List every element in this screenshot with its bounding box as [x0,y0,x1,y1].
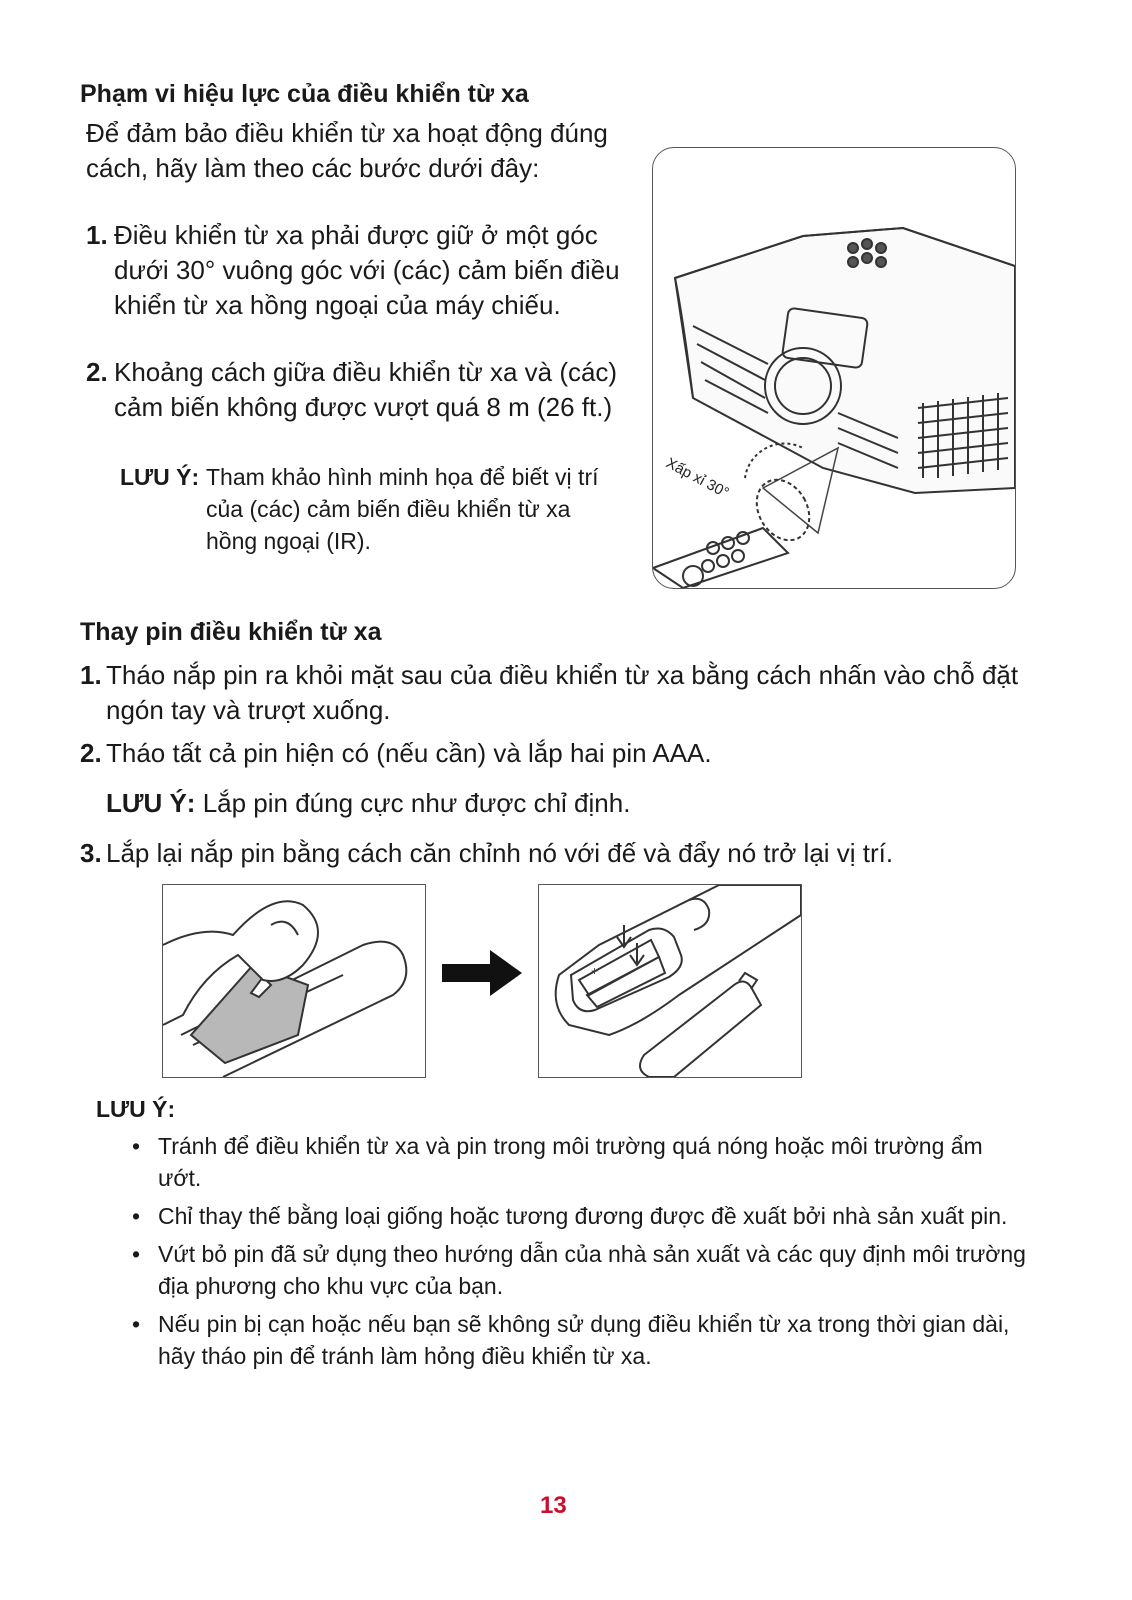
page-number: 13 [540,1492,567,1519]
step-text: Lắp lại nắp pin bằng cách căn chỉnh nó với đế và đẩy nó trở lại vị trí. [106,838,894,868]
hand-removing-cover-illustration [163,885,425,1077]
angle-label: Xấp xỉ 30° [663,454,732,502]
batteries-in-remote-illustration [539,885,801,1077]
step-text: Điều khiển từ xa phải được giữ ở một góc dưới 30° vuông góc với (các) cảm biến điều khiển từ xa hồng ngoại của máy chiếu. [114,220,620,320]
polarity-mark: + [591,964,599,978]
note-label: LƯU Ý: [120,464,200,490]
list-item: • Chỉ thay thế bằng loại giống hoặc tương đương được đề xuất bởi nhà sản xuất pin. [128,1200,1028,1232]
battery-step-2 [80,736,1040,771]
section-title-battery: Thay pin điều khiển từ xa [80,618,382,646]
range-step-2 [86,355,626,425]
notes-list [128,1130,1028,1378]
step-text: Tháo nắp pin ra khỏi mặt sau của điều khiển từ xa bằng cách nhấn vào chỗ đặt ngón tay và trượt xuống. [106,660,1019,725]
projector-range-figure [652,147,1016,589]
step-text: Tháo tất cả pin hiện có (nếu cần) và lắp hai pin AAA. [106,738,712,768]
section-title-remote-range: Phạm vi hiệu lực của điều khiển từ xa [80,80,529,108]
list-item: • Vứt bỏ pin đã sử dụng theo hướng dẫn của nhà sản xuất và các quy định môi trường địa phương cho khu vực của bạn. [128,1238,1028,1302]
note-text: Tham khảo hình minh họa để biết vị trí của (các) cảm biến điều khiển từ xa hồng ngoại (IR). [206,464,599,554]
insert-batteries-figure [538,884,802,1078]
step-number: 1. [86,220,108,250]
step-number: 2. [80,738,102,768]
step-number: 3. [80,838,102,868]
remove-cover-figure [162,884,426,1078]
notes-label: LƯU Ý: [96,1096,176,1122]
projector-illustration [653,148,1015,588]
list-item: • Tránh để điều khiển từ xa và pin trong môi trường quá nóng hoặc môi trường ẩm ướt. [128,1130,1028,1194]
range-note [120,461,620,557]
note-label: LƯU Ý: [106,788,196,818]
battery-inline-note [106,786,1006,821]
step-text: Khoảng cách giữa điều khiển từ xa và (các) cảm biến không được vượt quá 8 m (26 ft.) [114,357,618,422]
list-item: • Nếu pin bị cạn hoặc nếu bạn sẽ không sử dụng điều khiển từ xa trong thời gian dài, hãy tháo pin để tránh làm hỏng điều khiển từ xa. [128,1308,1028,1372]
range-step-1 [86,218,626,323]
note-text: Lắp pin đúng cực như được chỉ định. [202,788,631,818]
battery-step-3 [80,836,1040,871]
intro-paragraph: Để đảm bảo điều khiển từ xa hoạt động đúng cách, hãy làm theo các bước dưới đây: [86,118,608,183]
arrow-icon [442,950,522,996]
battery-step-1 [80,658,1040,728]
step-number: 1. [80,660,102,690]
step-number: 2. [86,357,108,387]
